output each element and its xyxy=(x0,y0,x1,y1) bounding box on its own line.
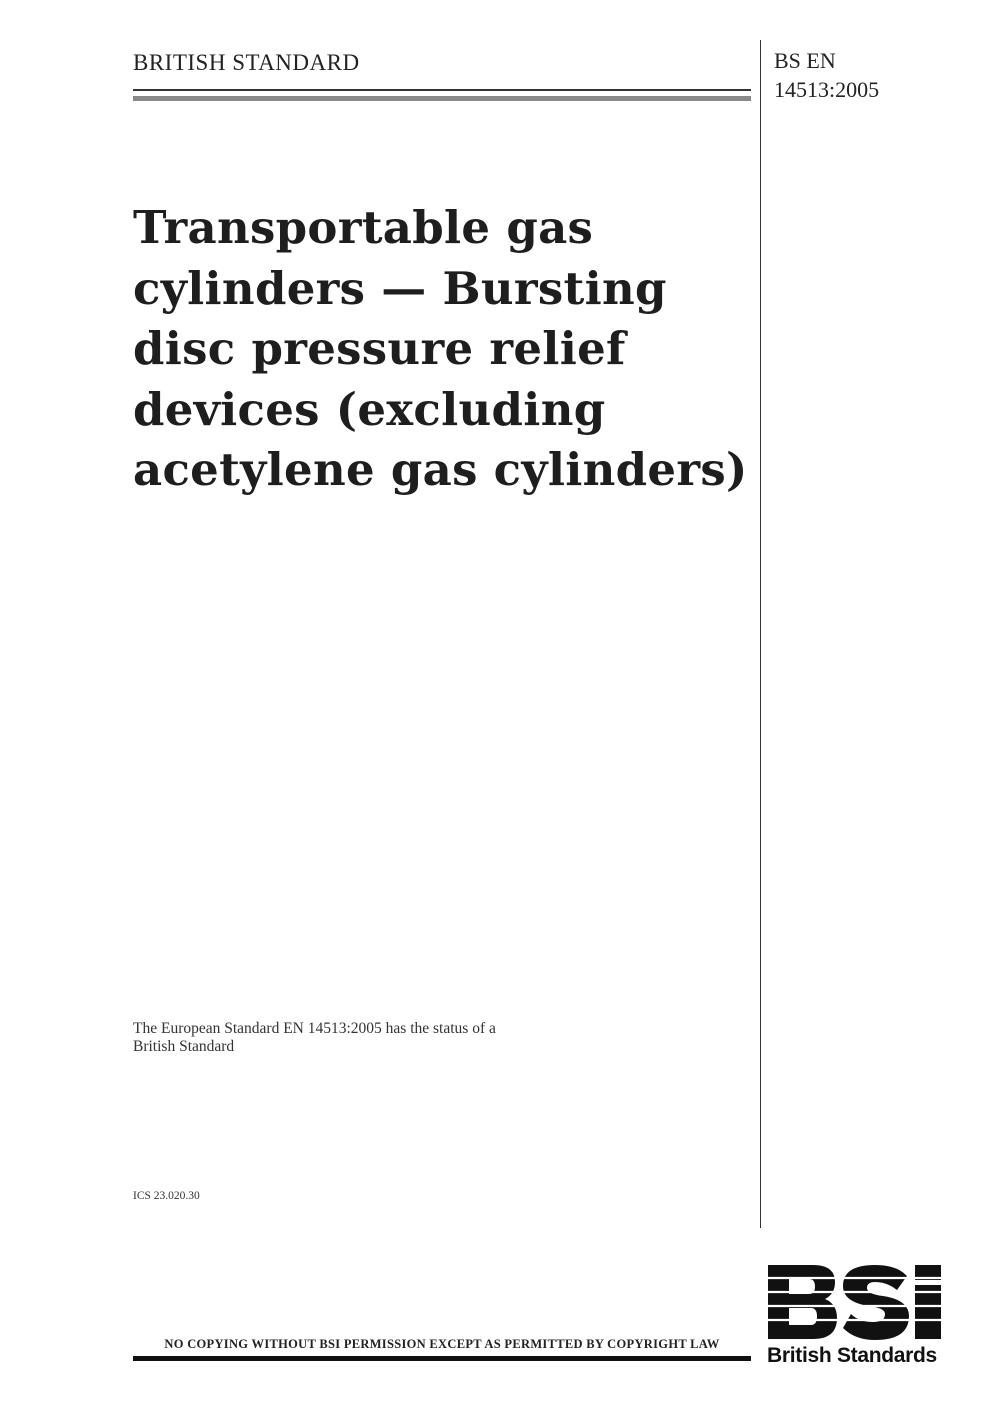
document-type-label: BRITISH STANDARD xyxy=(133,50,360,75)
title-line-1: Transportable gas xyxy=(133,201,594,254)
document-number xyxy=(774,46,879,104)
document-title xyxy=(133,198,753,501)
header-rule-thin xyxy=(133,89,751,91)
title-line-4: devices (excluding xyxy=(133,382,606,436)
title-line-5: acetylene gas cylinders) xyxy=(133,443,748,496)
bsi-logo-mark-icon xyxy=(765,1262,945,1342)
status-statement xyxy=(133,1020,633,1056)
status-line-2: British Standard xyxy=(133,1038,235,1055)
status-line-1: The European Standard EN 14513:2005 has the status of a xyxy=(133,1020,496,1037)
footer-rule xyxy=(133,1356,751,1361)
document-number-line-2: 14513:2005 xyxy=(774,77,880,102)
ics-code: ICS 23.020.30 xyxy=(133,1190,200,1202)
vertical-divider xyxy=(760,40,761,1228)
title-line-2: cylinders — Bursting xyxy=(133,261,667,315)
document-number-line-1: BS EN xyxy=(774,48,836,73)
header-rule-thick xyxy=(133,96,751,101)
title-line-3: disc pressure relief xyxy=(133,322,626,375)
copyright-notice: NO COPYING WITHOUT BSI PERMISSION EXCEPT AS PERMITTED BY COPYRIGHT LAW xyxy=(164,1337,720,1351)
bsi-logo-caption: British Standards xyxy=(767,1344,937,1367)
